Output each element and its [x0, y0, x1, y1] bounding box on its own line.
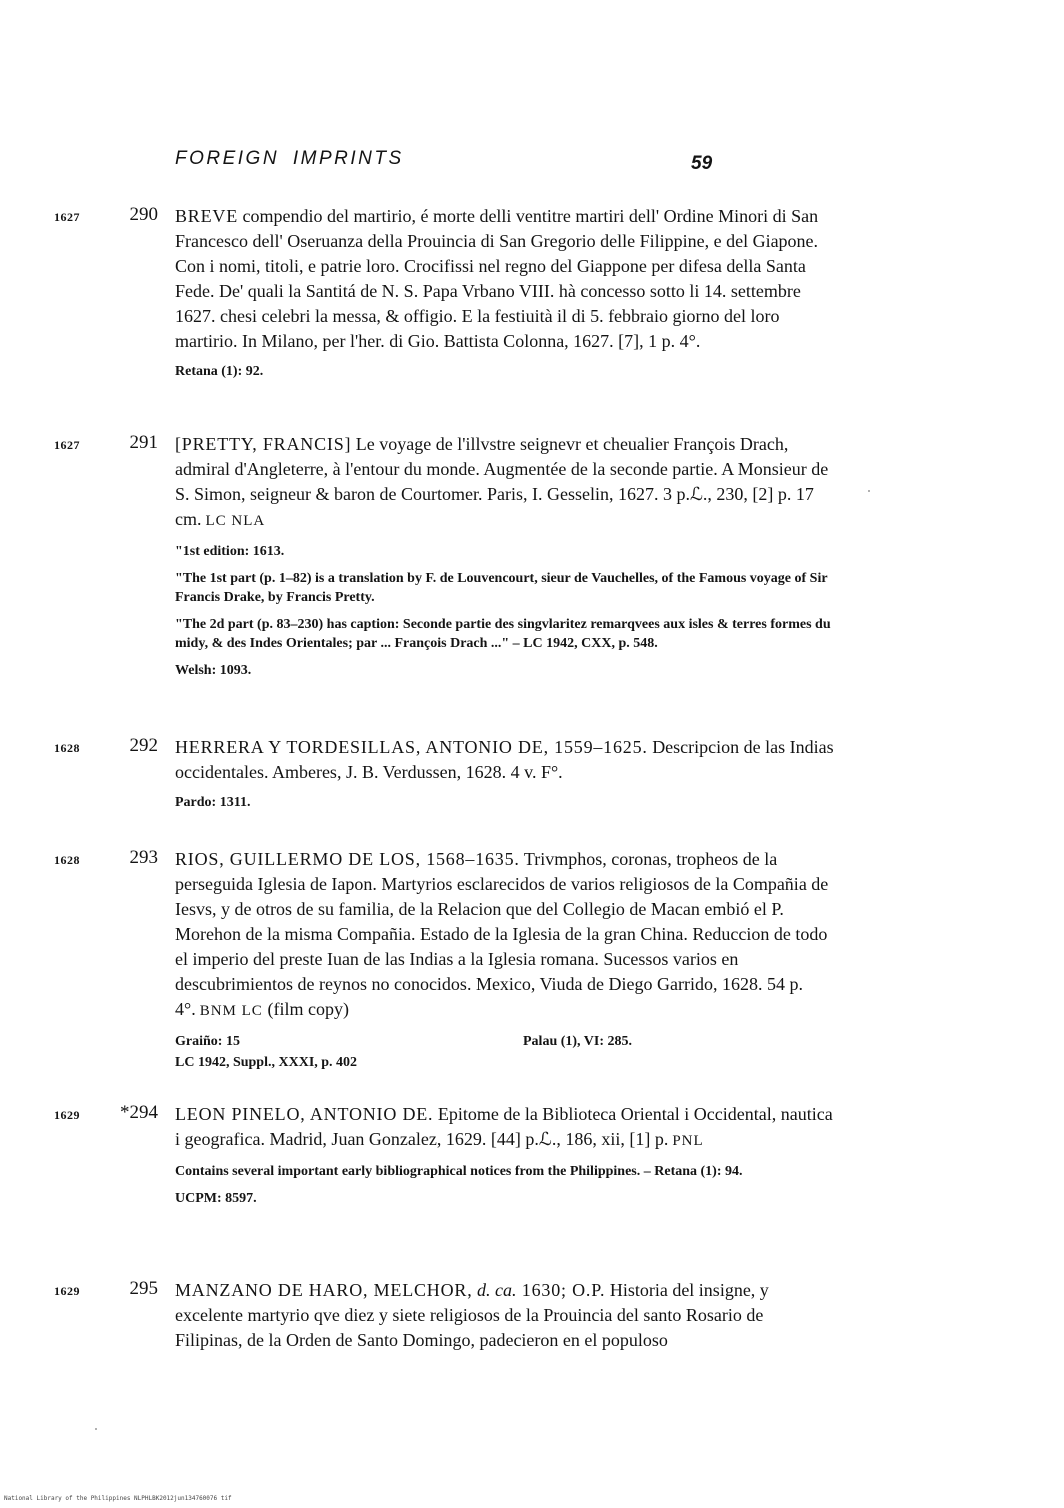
entry-note: Palau (1), VI: 285.	[523, 1034, 633, 1049]
entry-description	[175, 1278, 835, 1353]
page-number: 59	[691, 153, 713, 174]
entry-text: compendio del martirio, é morte delli ventitre martiri dell' Ordine Minori di San Francesco dell' Oseruanza della Prouincia di San Gregorio delle Filippine, e del Giapone. Con i nomi, titoli, e patrie loro. Crocifissi nel regno del Giappone per difesa della Santa Fede. De' quali la Santitá de N. S. Papa Vrbano VIII. hà concesso sotto li 14. settembre 1627. chesi celebri la messa, & offigio. E la festiuità il di 5. febbraio giorno del loro martirio. In Milano, per l'her. di Gio. Battista Colonna, 1627. [7], 1 p. 4°.	[175, 206, 819, 351]
entry-note: UCPM: 8597.	[175, 1191, 257, 1206]
entry-heading: RIOS, GUILLERMO DE LOS, 1568–1635.	[175, 849, 520, 869]
entry-heading: LEON PINELO, ANTONIO DE.	[175, 1104, 434, 1124]
entry-body	[175, 1278, 835, 1353]
entry-body	[175, 204, 835, 381]
entry-number: 291	[129, 432, 158, 453]
entry-heading: BREVE	[175, 206, 239, 226]
entry-description	[175, 1102, 835, 1154]
entry-note: "1st edition: 1613.	[175, 544, 285, 559]
entry-heading: HERRERA Y TORDESILLAS, ANTONIO DE, 1559–1625.	[175, 737, 648, 757]
holdings-codes: LC NLA	[205, 513, 266, 529]
entry-year: 1629	[54, 1284, 80, 1298]
entry-body	[175, 735, 835, 812]
entry-note: Welsh: 1093.	[175, 663, 252, 678]
entry-note-columns	[175, 1032, 835, 1051]
entry-note: LC 1942, Suppl., XXXI, p. 402	[175, 1055, 358, 1070]
entry-description	[175, 204, 835, 354]
scan-speck	[95, 1428, 97, 1430]
entry-description	[175, 735, 835, 785]
scan-speck	[868, 490, 870, 492]
entry-text: Descripcion de las Indias occidentales. Amberes, J. B. Verdussen, 1628. 4 v. F°.	[175, 737, 834, 782]
entry-year: 1627	[54, 438, 80, 452]
entry-text: Le voyage de l'illvstre seignevr et cheualier François Drach, admiral d'Angleterre, à l'entour du monde. Augmentée de la seconde partie. A Monsieur de S. Simon, seigneur & baron de Courtomer. Paris, I. Gesselin, 1627. 3 p.ℒ., 230, [2] p. 17 cm.	[175, 434, 829, 529]
entry-note: "The 1st part (p. 1–82) is a translation by F. de Louvencourt, sieur de Vauchelles, of the Famous voyage of Sir Francis Drake, by Francis Pretty.	[175, 571, 828, 605]
entry-year: 1627	[54, 210, 80, 224]
entry-heading: MANZANO DE HARO, MELCHOR,	[175, 1280, 473, 1300]
entry-text: Trivmphos, coronas, tropheos de la perseguida Iglesia de Iapon. Martyrios esclarecidos de varios religiosos de la Compañia de Iesvs, y de otros de su familia, de la Relacion que del Collegio de Macan embió el P. Morehon de la misma Compañia. Estado de la Iglesia de la gran China. Reduccion de todo el imperio del preste Iuan de las Indias a la Iglesia romana. Sucessos varios en descubrimientos de reynos no conocidos. Mexico, Viuda de Diego Garrido, 1628. 54 p. 4°.	[175, 849, 829, 1019]
holdings-codes: PNL	[672, 1133, 704, 1149]
entry-text: Historia del insigne, y excelente martyrio qve diez y siete religiosos de la Prouincia del santo Rosario de Filipinas, de la Orden de Santo Domingo, padecieron en el populoso	[175, 1280, 769, 1350]
entry-body	[175, 1102, 835, 1208]
entry-note: "The 2d part (p. 83–230) has caption: Seconde partie des singvlaritez remarqvees aux isles & terres formes du midy, & des Indes Orientales; par ... François Drach ..." – LC 1942, CXX, p. 548.	[175, 617, 831, 651]
entry-text: Epitome de la Biblioteca Oriental i Occidental, nautica i geografica. Madrid, Juan Gonzalez, 1629. [44] p.ℒ., 186, xii, [1] p.	[175, 1104, 833, 1149]
holdings-codes	[199, 999, 350, 1019]
entry-number: *294	[120, 1102, 158, 1123]
entry-body	[175, 432, 835, 680]
entry-year: 1629	[54, 1108, 80, 1122]
entry-note: Graiño: 15	[175, 1034, 240, 1049]
entry-body	[175, 847, 835, 1072]
entry-number: 290	[129, 204, 158, 225]
scan-footer: National Library of the Philippines NLPHLBK2012jun134760076 tif	[4, 1495, 232, 1502]
running-title: FOREIGN IMPRINTS	[175, 148, 404, 169]
entry-note: Retana (1): 92.	[175, 364, 264, 379]
entry-note: Pardo: 1311.	[175, 795, 251, 810]
entry-year: 1628	[54, 741, 80, 755]
entry-description	[175, 847, 835, 1024]
entry-number: 295	[129, 1278, 158, 1299]
holdings-library-codes: BNM LC	[199, 1003, 263, 1019]
entry-number: 292	[129, 735, 158, 756]
holdings-note: (film copy)	[267, 999, 350, 1019]
entry-heading-dates: d. ca.	[472, 1280, 517, 1300]
entry-description	[175, 432, 835, 534]
entry-number: 293	[129, 847, 158, 868]
entry-heading: [PRETTY, FRANCIS]	[175, 434, 352, 454]
entry-year: 1628	[54, 853, 80, 867]
entry-note: Contains several important early bibliographical notices from the Philippines. – Retana (1): 94.	[175, 1164, 743, 1179]
entry-heading-tail: 1630; O.P.	[516, 1280, 606, 1300]
